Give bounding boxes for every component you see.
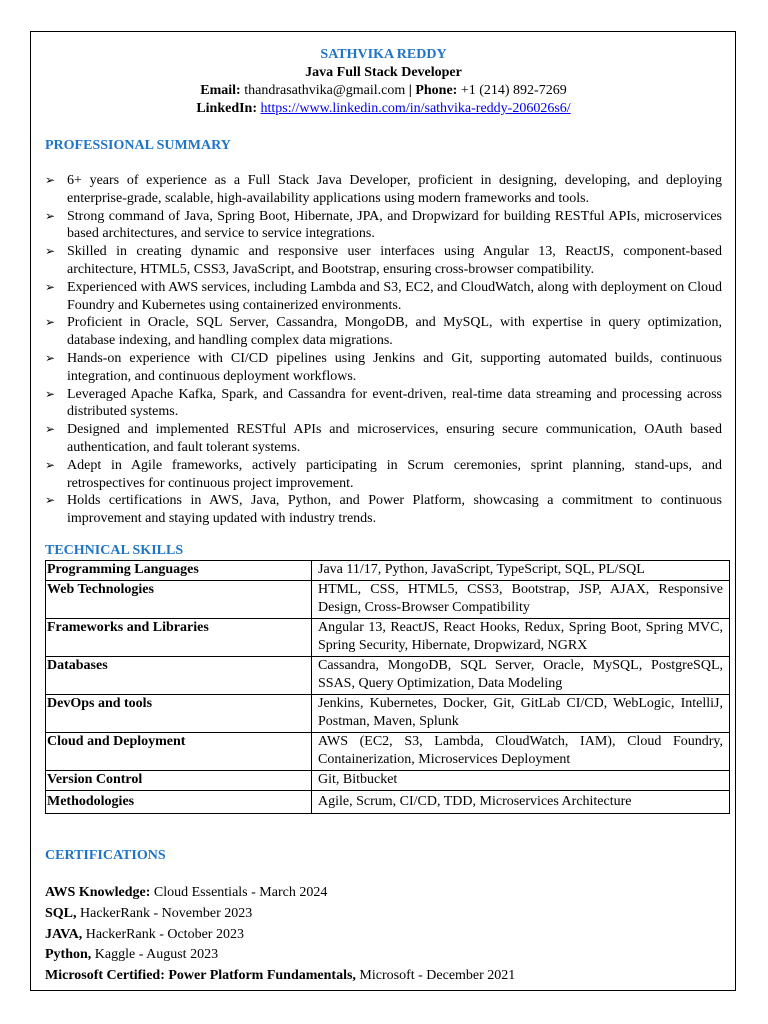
certification-detail: Microsoft - December 2021 (355, 968, 516, 984)
certification-label: AWS Knowledge: (45, 884, 151, 900)
summary-item-text: Strong command of Java, Spring Boot, Hibernate, JPA, and Dropwizard for building RESTful APIs, microservices based architectures, and service to service integrations. (67, 208, 722, 242)
resume-document (45, 46, 722, 987)
table-row (46, 732, 730, 770)
certifications-heading: CERTIFICATIONS (45, 847, 166, 863)
skill-values: AWS (EC2, S3, Lambda, CloudWatch, IAM), Cloud Foundry, Containerization, Microservices Deployment (312, 732, 730, 770)
contact-separator: | (408, 83, 412, 98)
skill-values: Agile, Scrum, CI/CD, TDD, Microservices Architecture (312, 790, 730, 813)
table-row (46, 580, 730, 618)
skill-category: Programming Languages (46, 560, 312, 580)
candidate-name: SATHVIKA REDDY (320, 47, 447, 62)
summary-item-text: Proficient in Oracle, SQL Server, Cassandra, MongoDB, and MySQL, with expertise in query optimization, database indexing, and handling complex data migrations. (67, 315, 722, 349)
table-row (46, 656, 730, 694)
certification-item (45, 945, 722, 966)
professional-summary-heading: PROFESSIONAL SUMMARY (45, 138, 231, 153)
certification-item (45, 966, 722, 987)
skill-values: Jenkins, Kubernetes, Docker, Git, GitLab CI/CD, WebLogic, IntelliJ, Postman, Maven, Splunk (312, 694, 730, 732)
certification-detail: HackerRank - November 2023 (76, 905, 253, 921)
skill-category: Version Control (46, 770, 312, 790)
skill-category: Databases (46, 656, 312, 694)
phone-label: Phone: (415, 83, 458, 98)
summary-item-text: Holds certifications in AWS, Java, Python, and Power Platform, showcasing a commitment to continuous improvement and staying updated with industry trends. (67, 493, 722, 527)
arrow-bullet-icon: ➢ (45, 457, 56, 472)
summary-item (45, 208, 722, 244)
summary-item (45, 457, 722, 493)
summary-item (45, 492, 722, 528)
certification-label: Microsoft Certified: Power Platform Fundamentals, (45, 968, 356, 984)
linkedin-label: LinkedIn: (196, 101, 258, 116)
skill-values: Java 11/17, Python, JavaScript, TypeScript, SQL, PL/SQL (312, 560, 730, 580)
certification-label: SQL, (45, 905, 77, 921)
certification-detail: Kaggle - August 2023 (91, 947, 219, 963)
certification-detail: Cloud Essentials - March 2024 (150, 884, 328, 900)
email-label: Email: (200, 83, 241, 98)
summary-item-text: Designed and implemented RESTful APIs and microservices, ensuring secure communication, OAuth based authentication, and fault tolerant systems. (67, 422, 722, 455)
skill-category: Methodologies (46, 790, 312, 813)
certification-item (45, 925, 722, 946)
summary-item (45, 314, 722, 350)
certification-item (45, 883, 722, 904)
summary-item (45, 350, 722, 386)
linkedin-link[interactable]: https://www.linkedin.com/in/sathvika-reddy-206026s6/ (260, 101, 571, 116)
arrow-bullet-icon: ➢ (45, 493, 56, 508)
summary-item-text: Leveraged Apache Kafka, Spark, and Cassandra for event-driven, real-time data streaming and processing across distributed systems. (67, 386, 722, 420)
arrow-bullet-icon: ➢ (45, 315, 56, 330)
table-row (46, 560, 730, 580)
job-title: Java Full Stack Developer (305, 65, 462, 80)
arrow-bullet-icon: ➢ (45, 350, 56, 365)
table-row (46, 694, 730, 732)
linkedin-line (45, 100, 722, 118)
skill-values: Cassandra, MongoDB, SQL Server, Oracle, MySQL, PostgreSQL, SSAS, Query Optimization, Data Modeling (312, 656, 730, 694)
skill-category: Cloud and Deployment (46, 732, 312, 770)
arrow-bullet-icon: ➢ (45, 386, 56, 401)
arrow-bullet-icon: ➢ (45, 422, 56, 437)
certification-detail: HackerRank - October 2023 (82, 926, 244, 942)
summary-item-text: Experienced with AWS services, including Lambda and S3, EC2, and CloudWatch, along with deployment on Cloud Foundry and Kubernetes using containerized environments. (67, 279, 722, 313)
arrow-bullet-icon: ➢ (45, 244, 56, 259)
table-row (46, 790, 730, 813)
summary-item-text: 6+ years of experience as a Full Stack Java Developer, proficient in designing, developing, and deploying enterprise-grade, scalable, high-availability applications using modern frameworks and tools. (67, 173, 722, 206)
skill-category: Frameworks and Libraries (46, 618, 312, 656)
arrow-bullet-icon: ➢ (45, 173, 56, 187)
summary-list (45, 172, 722, 528)
summary-item (45, 172, 722, 208)
certification-label: Python, (45, 947, 92, 963)
skill-values: Git, Bitbucket (312, 770, 730, 790)
summary-item-text: Hands-on experience with CI/CD pipelines using Jenkins and Git, supporting automated builds, continuous integration, and continuous deployment workflows. (67, 350, 722, 384)
technical-skills-heading: TECHNICAL SKILLS (45, 542, 184, 558)
skill-category: DevOps and tools (46, 694, 312, 732)
summary-item (45, 421, 722, 457)
summary-item (45, 243, 722, 279)
skill-values: HTML, CSS, HTML5, CSS3, Bootstrap, JSP, AJAX, Responsive Design, Cross-Browser Compatibility (312, 580, 730, 618)
skill-category: Web Technologies (46, 580, 312, 618)
phone-value: +1 (214) 892-7269 (460, 83, 567, 98)
skills-table (45, 560, 730, 814)
certification-label: JAVA, (45, 926, 83, 942)
resume-header (45, 46, 722, 118)
summary-item-text: Skilled in creating dynamic and responsive user interfaces using Angular 13, ReactJS, component-based architecture, HTML5, CSS3, JavaScript, and Bootstrap, ensuring cross-browser compatibility. (67, 244, 722, 277)
skill-values: Angular 13, ReactJS, React Hooks, Redux, Spring Boot, Spring MVC, Spring Security, Hibernate, Dropwizard, NGRX (312, 618, 730, 656)
summary-item (45, 386, 722, 422)
arrow-bullet-icon: ➢ (45, 208, 56, 223)
arrow-bullet-icon: ➢ (45, 279, 56, 294)
summary-item-text: Adept in Agile frameworks, actively participating in Scrum ceremonies, sprint planning, stand-ups, and retrospectives for continuous project improvement. (67, 457, 722, 491)
contact-line (45, 82, 722, 100)
summary-item (45, 279, 722, 315)
certification-item (45, 904, 722, 925)
certifications-list (45, 883, 722, 987)
table-row (46, 770, 730, 790)
email-value: thandrasathvika@gmail.com (244, 83, 406, 98)
table-row (46, 618, 730, 656)
